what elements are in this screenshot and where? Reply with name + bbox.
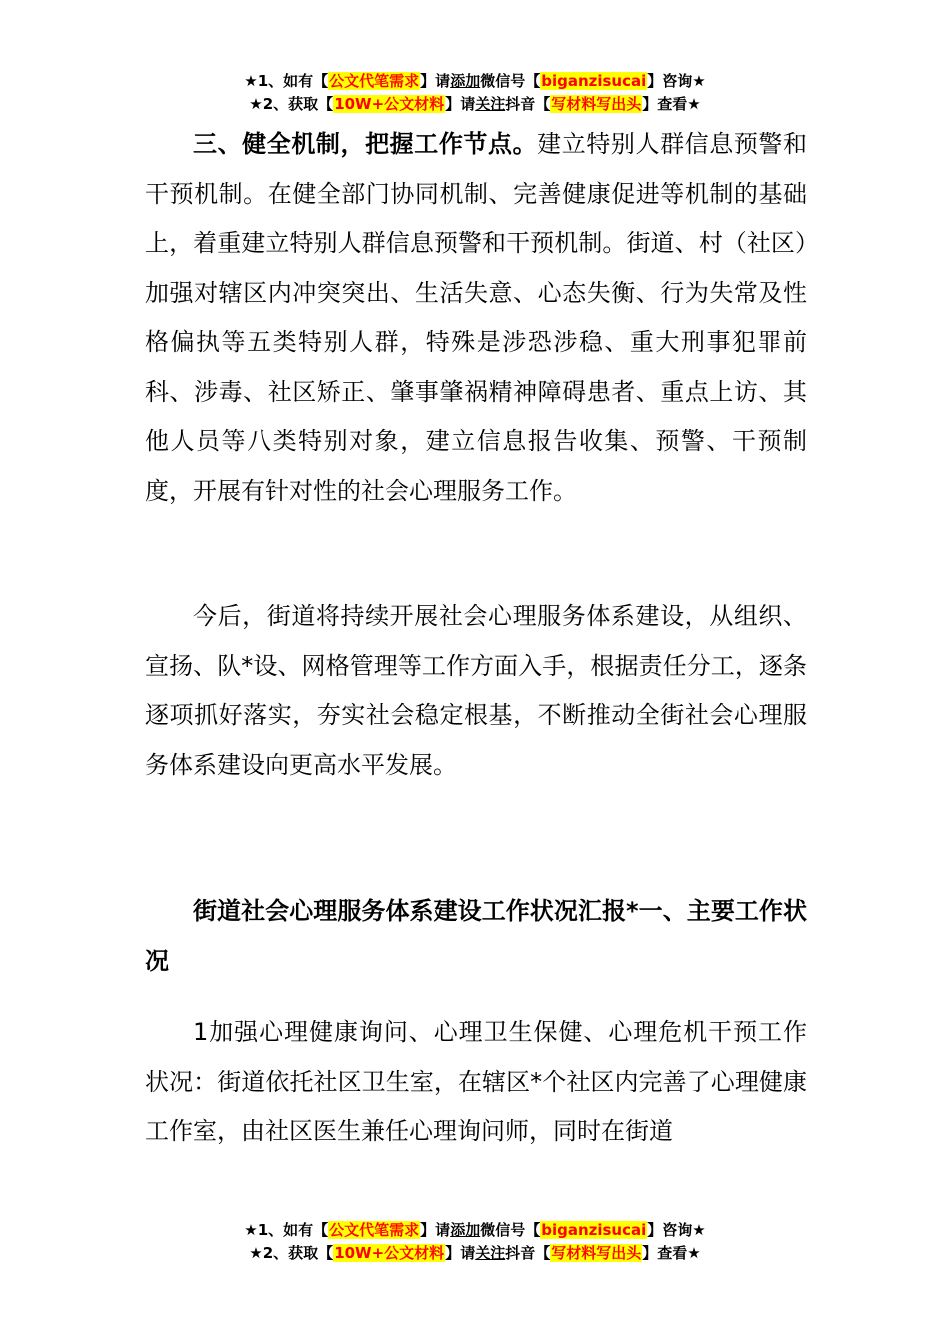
highlight-douyin-id: 写材料写出头 xyxy=(551,95,642,113)
banner-line-1 xyxy=(0,70,950,93)
banner-line-2 xyxy=(0,93,950,116)
highlight-materials: 10W+公文材料 xyxy=(334,1244,445,1262)
banner-text: 】查看★ xyxy=(642,1244,701,1262)
banner-text: 】查看★ xyxy=(642,95,701,113)
paragraph-work-status: 1加强心理健康询问、心理卫生保健、心理危机干预工作状况：街道依托社区卫生室，在辖区*个社区内完善了心理健康工作室，由社区医生兼任心理询问师，同时在街道 xyxy=(145,1018,807,1145)
banner-text: 】请 xyxy=(445,1244,476,1262)
underlined-text: 关注 xyxy=(475,95,506,113)
highlight-douyin-id: 写材料写出头 xyxy=(551,1244,642,1262)
banner-line-2 xyxy=(0,1242,950,1265)
banner-text: 微信号【 xyxy=(480,1221,541,1239)
banner-text: 微信号【 xyxy=(480,72,541,90)
paragraph-body: 建立特别人群信息预警和干预机制。在健全部门协同机制、完善健康促进等机制的基础上，着重建立特别人群信息预警和干预机制。街道、村（社区）加强对辖区内冲突突出、生活失意、心态失衡、行为失常及性格偏执等五类特别人群，特殊是涉恐涉稳、重大刑事犯罪前科、涉毒、社区矫正、肇事肇祸精神障碍患者、重点上访、其他人员等八类特别对象，建立信息报告收集、预警、干预制度，开展有针对性的社会心理服务工作。 xyxy=(145,130,808,505)
section-heading: 街道社会心理服务体系建设工作状况汇报*一、主要工作状况 xyxy=(145,897,807,975)
banner-text: 抖音【 xyxy=(505,1244,551,1262)
highlight-service: 公文代笔需求 xyxy=(329,72,420,90)
banner-line-1 xyxy=(0,1219,950,1242)
underlined-text: 关注 xyxy=(475,1244,506,1262)
banner-text: 】请 xyxy=(445,95,476,113)
top-banner xyxy=(0,70,950,116)
highlight-wechat-id: biganzisucai xyxy=(541,72,647,90)
banner-text: 】咨询★ xyxy=(647,72,706,90)
highlight-wechat-id: biganzisucai xyxy=(541,1221,647,1239)
banner-text: ★2、获取【 xyxy=(249,1244,334,1262)
underlined-text: 添加 xyxy=(450,72,481,90)
paragraph-future: 今后，街道将持续开展社会心理服务体系建设，从组织、宣扬、队*设、网格管理等工作方面入手，根据责任分工，逐条逐项抓好落实，夯实社会稳定根基，不断推动全街社会心理服务体系建设向更高水平发展。 xyxy=(145,602,807,779)
banner-text: 抖音【 xyxy=(505,95,551,113)
paragraph-mechanism xyxy=(145,120,807,516)
paragraph-lead: 三、健全机制，把握工作节点。 xyxy=(193,130,538,158)
banner-text: 】请 xyxy=(420,1221,451,1239)
banner-text: 】咨询★ xyxy=(647,1221,706,1239)
banner-text: 】请 xyxy=(420,72,451,90)
banner-text: ★1、如有【 xyxy=(244,72,329,90)
bottom-banner xyxy=(0,1219,950,1265)
underlined-text: 添加 xyxy=(450,1221,481,1239)
highlight-materials: 10W+公文材料 xyxy=(334,95,445,113)
banner-text: ★1、如有【 xyxy=(244,1221,329,1239)
banner-text: ★2、获取【 xyxy=(249,95,334,113)
highlight-service: 公文代笔需求 xyxy=(329,1221,420,1239)
